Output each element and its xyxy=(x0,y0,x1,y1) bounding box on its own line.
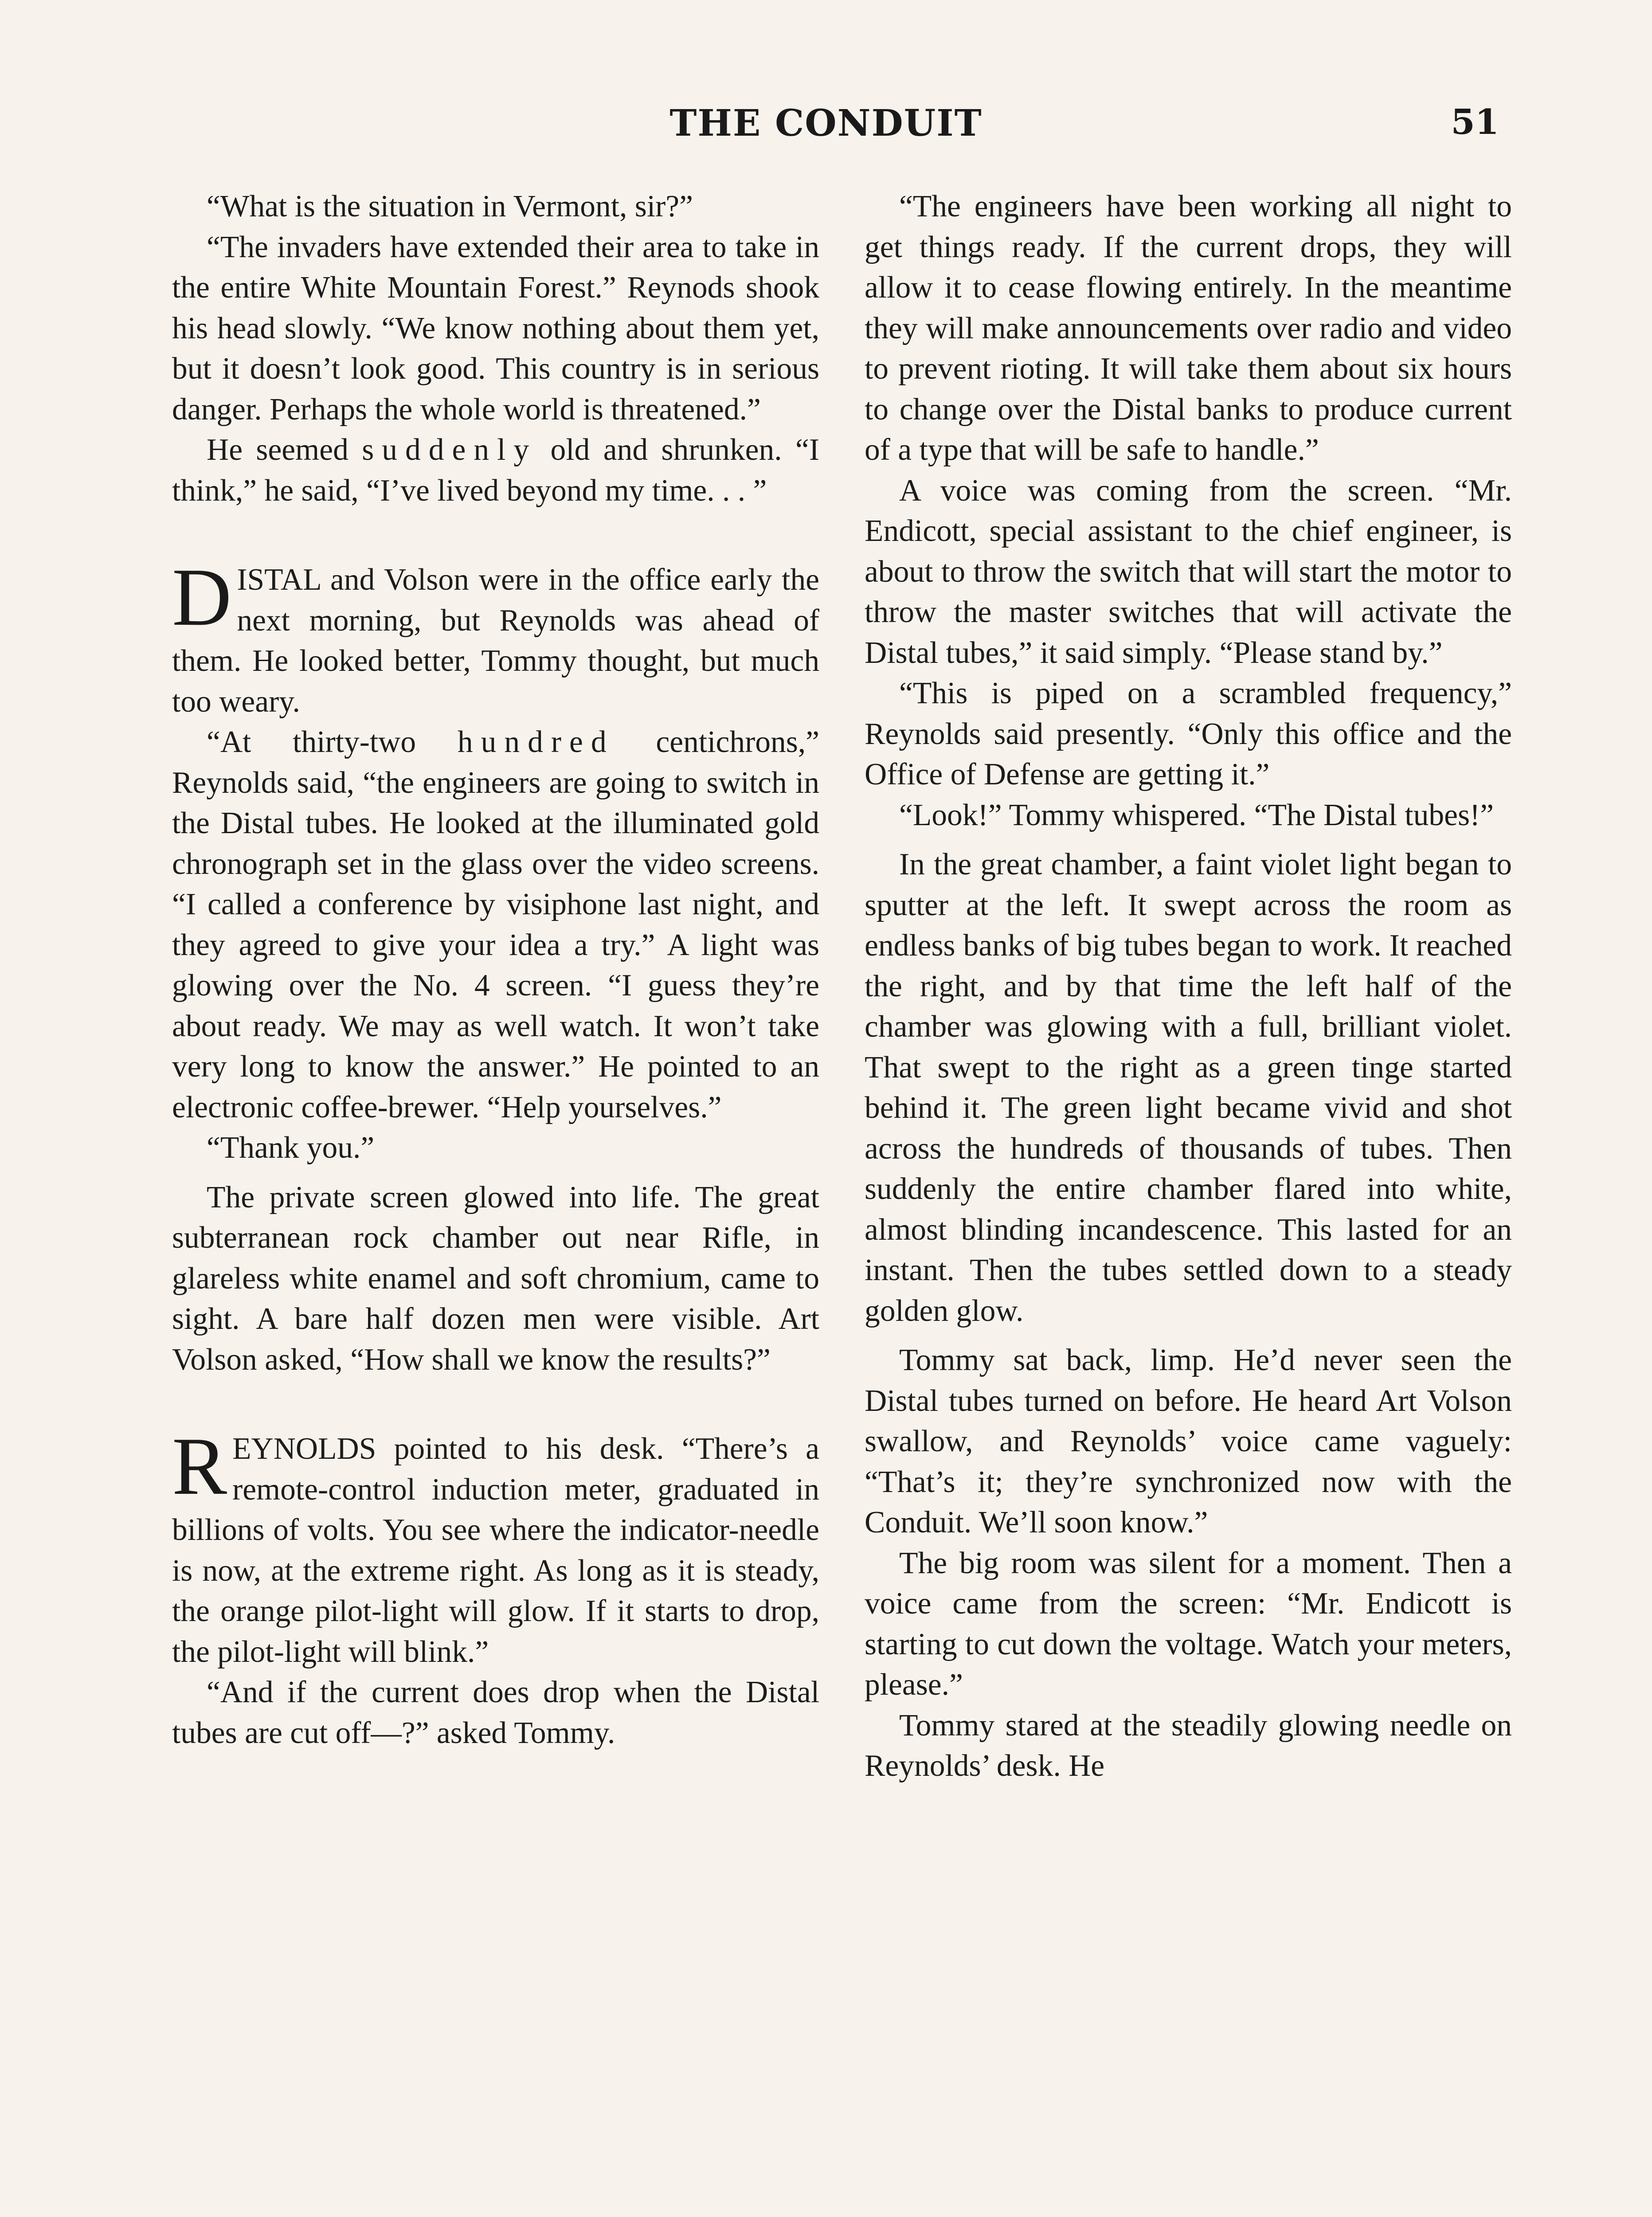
running-header xyxy=(0,102,1652,151)
paragraph xyxy=(172,430,819,511)
page-title: THE CONDUIT xyxy=(669,102,983,145)
paragraph: “The engineers have been working all night to get things ready. If the current drops, they will allow it to cease flowing entirely. In the meantime they will make announcements over radio and video to prevent rioting. It will take them about six hours to change over the Distal banks to produce current of a type that will be safe to handle.” xyxy=(865,189,1512,467)
paragraph: The private screen glowed into life. The great subterranean rock chamber out near Rifle, in glareless white enamel and soft chromium, came to sight. A bare half dozen men were visible. Art Volson asked, “How shall we know the results?” xyxy=(172,1180,819,1377)
small-caps-word: EYNOLDS xyxy=(232,1432,376,1466)
paragraph: “Thank you.” xyxy=(207,1131,375,1165)
paragraph xyxy=(172,722,819,1128)
paragraph: “This is piped on a scrambled frequency,” Reynolds said presently. “Only this office and the Office of Defense are getting it.” xyxy=(865,676,1512,791)
spaced-word: suddenly xyxy=(362,433,537,467)
drop-cap: D xyxy=(172,552,232,643)
paragraph: Tommy sat back, limp. He’d never seen the Distal tubes turned on before. He heard Art Volson swallow, and Reynolds’ voice came vaguely: “That’s it; they’re synchronized now with the Conduit. We’ll soon know.” xyxy=(865,1343,1512,1539)
text-run: pointed to his desk. “There’s a remote-control induction meter, graduated in billions of volts. You see where the indicator-needle is now, at the extreme right. As long as it is steady, the orange pilot-light will glow. If it starts to drop, the pilot-light will blink.” xyxy=(172,1432,819,1669)
text-run: centichrons,” Reynolds said, “the engineers are going to switch in the Distal tubes. He looked at the illuminated gold chronograph set in the glass over the video screens. “I called a conference by visiphone last night, and they agreed to give your idea a try.” A light was glowing over the No. 4 screen. “I guess they’re about ready. We may as well watch. It won’t take very long to know the answer.” He pointed to an electronic coffee-brewer. “Help yourselves.” xyxy=(172,725,819,1124)
text-run: He seemed xyxy=(207,433,362,467)
paragraph: A voice was coming from the screen. “Mr. Endicott, special assistant to the chief engineer, is about to throw the switch that will start the motor to throw the master switches that will activate the Distal tubes,” it said simply. “Please stand by.” xyxy=(865,473,1512,670)
page-number: 51 xyxy=(1451,102,1499,142)
paragraph: Tommy stared at the steadily glowing needle on Reynolds’ desk. He xyxy=(865,1708,1512,1783)
spaced-word: hundred xyxy=(457,725,615,759)
text-run: and Volson were in the office early the next morning, but Reynolds was ahead of them. He looked better, Tommy thought, but much too weary. xyxy=(172,563,819,719)
small-caps-word: ISTAL xyxy=(237,563,321,597)
drop-cap: R xyxy=(172,1421,227,1512)
paragraph: “What is the situation in Vermont, sir?” xyxy=(207,189,693,223)
section-paragraph xyxy=(172,552,819,722)
paragraph: In the great chamber, a faint violet light began to sputter at the left. It swept across the room as endless banks of big tubes began to work. It reached the right, and by that time the left half of the chamber was glowing with a full, brilliant violet. That swept to the right as a green tinge started behind it. The green light became vivid and shot across the hundreds of thousands of tubes. Then suddenly the entire chamber flared into white, almost blinding incandescence. This lasted for an instant. Then the tubes settled down to a steady golden glow. xyxy=(865,847,1512,1328)
section-paragraph xyxy=(172,1421,819,1672)
text-run: “At thirty-two xyxy=(207,725,458,759)
paragraph: “Look!” Tommy whispered. “The Distal tubes!” xyxy=(899,798,1494,832)
paragraph: “The invaders have extended their area to take in the entire White Mountain Forest.” Reynods shook his head slowly. “We know nothing about them yet, but it doesn’t look good. This country is in serious danger. Perhaps the whole world is threatened.” xyxy=(172,230,819,427)
left-column xyxy=(172,186,819,1753)
text-run: old and shrunken. “I think,” he said, “I’ve lived beyond my time. . . ” xyxy=(172,433,820,508)
paragraph: The big room was silent for a moment. Then a voice came from the screen: “Mr. Endicott is starting to cut down the voltage. Watch your meters, please.” xyxy=(865,1546,1512,1702)
right-column xyxy=(865,186,1512,1786)
paragraph: “And if the current does drop when the Distal tubes are cut off—?” asked Tommy. xyxy=(172,1675,819,1750)
